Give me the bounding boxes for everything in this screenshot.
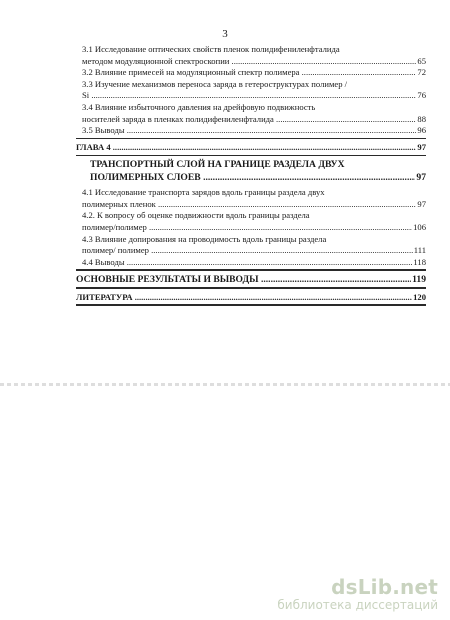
toc-page-number: 72 — [417, 67, 426, 78]
divider — [76, 269, 426, 271]
divider — [76, 138, 426, 140]
toc-page-number: 106 — [413, 221, 426, 232]
page-number: 3 — [222, 28, 228, 40]
toc-chapter-heading-cont: ПОЛИМЕРНЫХ СЛОЕВ ..... — [76, 172, 426, 184]
toc-entry-3-1[interactable] — [76, 44, 426, 67]
toc-entry-title: 3.1 Исследование оптических свойств пленок полидифениленфталида — [82, 44, 340, 54]
toc-entry-title-cont: Si ..... — [82, 90, 426, 102]
toc-page-number: 111 — [413, 245, 426, 256]
toc-page-number: 119 — [412, 273, 426, 285]
table-of-contents — [76, 44, 426, 309]
toc-page-number: 76 — [417, 90, 426, 101]
scan-artifact — [0, 383, 450, 386]
toc-entry-title: 3.3 Изучение механизмов переноса заряда в гетероструктурах полимер / — [82, 78, 348, 89]
toc-entry-title-cont: носителей заряда в пленках полидифениленфталида ..... — [82, 114, 426, 126]
toc-entry-title: 4.2. К вопросу об оценке подвижности вдоль границы раздела — [82, 210, 310, 221]
toc-entry-3-4[interactable] — [76, 102, 426, 125]
toc-chapter-4-title[interactable] — [76, 159, 426, 184]
toc-literature-title: ЛИТЕРАТУРА ..... — [76, 292, 426, 304]
toc-page-number: 97 — [416, 171, 426, 183]
toc-entry-title-cont: методом модуляционной спектроскопии ..... — [82, 56, 426, 68]
toc-page-number: 96 — [417, 125, 426, 136]
toc-results-title: ОСНОВНЫЕ РЕЗУЛЬТАТЫ И ВЫВОДЫ ..... — [76, 274, 426, 286]
toc-page-number: 97 — [417, 198, 426, 209]
toc-entry-title: 4.1 Исследование транспорта зарядов вдоль границы раздела двух — [82, 187, 325, 198]
toc-entry-title-cont: полимер/ полимер ..... — [82, 245, 426, 257]
toc-chapter-4[interactable] — [76, 142, 426, 154]
toc-entry-title: 3.5 Выводы ..... — [82, 125, 426, 137]
toc-page-number: 65 — [417, 55, 426, 66]
toc-entry-3-5[interactable] — [76, 125, 426, 137]
toc-page-number: 118 — [413, 256, 426, 267]
toc-chapter-heading: ТРАНСПОРТНЫЙ СЛОЙ НА ГРАНИЦЕ РАЗДЕЛА ДВУХ — [90, 159, 345, 171]
toc-entry-title: 3.2 Влияние примесей на модуляционный спектр полимера ..... — [82, 67, 426, 79]
toc-chapter-title: ГЛАВА 4 ..... — [76, 142, 426, 154]
watermark — [277, 576, 438, 612]
toc-entry-4-2[interactable] — [76, 210, 426, 233]
toc-entry-title: 4.3 Влияние допирования на проводимость вдоль границы раздела — [82, 233, 327, 244]
toc-literature[interactable] — [76, 292, 426, 304]
watermark-logo: dsLib.net — [331, 575, 438, 599]
toc-page-number: 88 — [417, 113, 426, 124]
divider — [76, 304, 426, 306]
watermark-subtitle: библиотека диссертаций — [277, 598, 438, 612]
toc-entry-title: 4.4 Выводы ..... — [82, 257, 426, 269]
toc-entry-3-3[interactable] — [76, 79, 426, 102]
toc-page-number: 97 — [417, 142, 426, 153]
toc-results[interactable] — [76, 274, 426, 286]
divider — [76, 155, 426, 157]
toc-entry-4-4[interactable] — [76, 257, 426, 269]
toc-page-number: 120 — [413, 291, 426, 302]
toc-entry-title-cont: полимер/полимер ..... — [82, 222, 426, 234]
toc-entry-title-cont: полимерных пленок ..... — [82, 199, 426, 211]
divider — [76, 287, 426, 289]
toc-entry-3-2[interactable] — [76, 67, 426, 79]
toc-entry-4-3[interactable] — [76, 234, 426, 257]
toc-entry-title: 3.4 Влияние избыточного давления на дрейфовую подвижность — [82, 101, 316, 112]
toc-entry-4-1[interactable] — [76, 187, 426, 210]
